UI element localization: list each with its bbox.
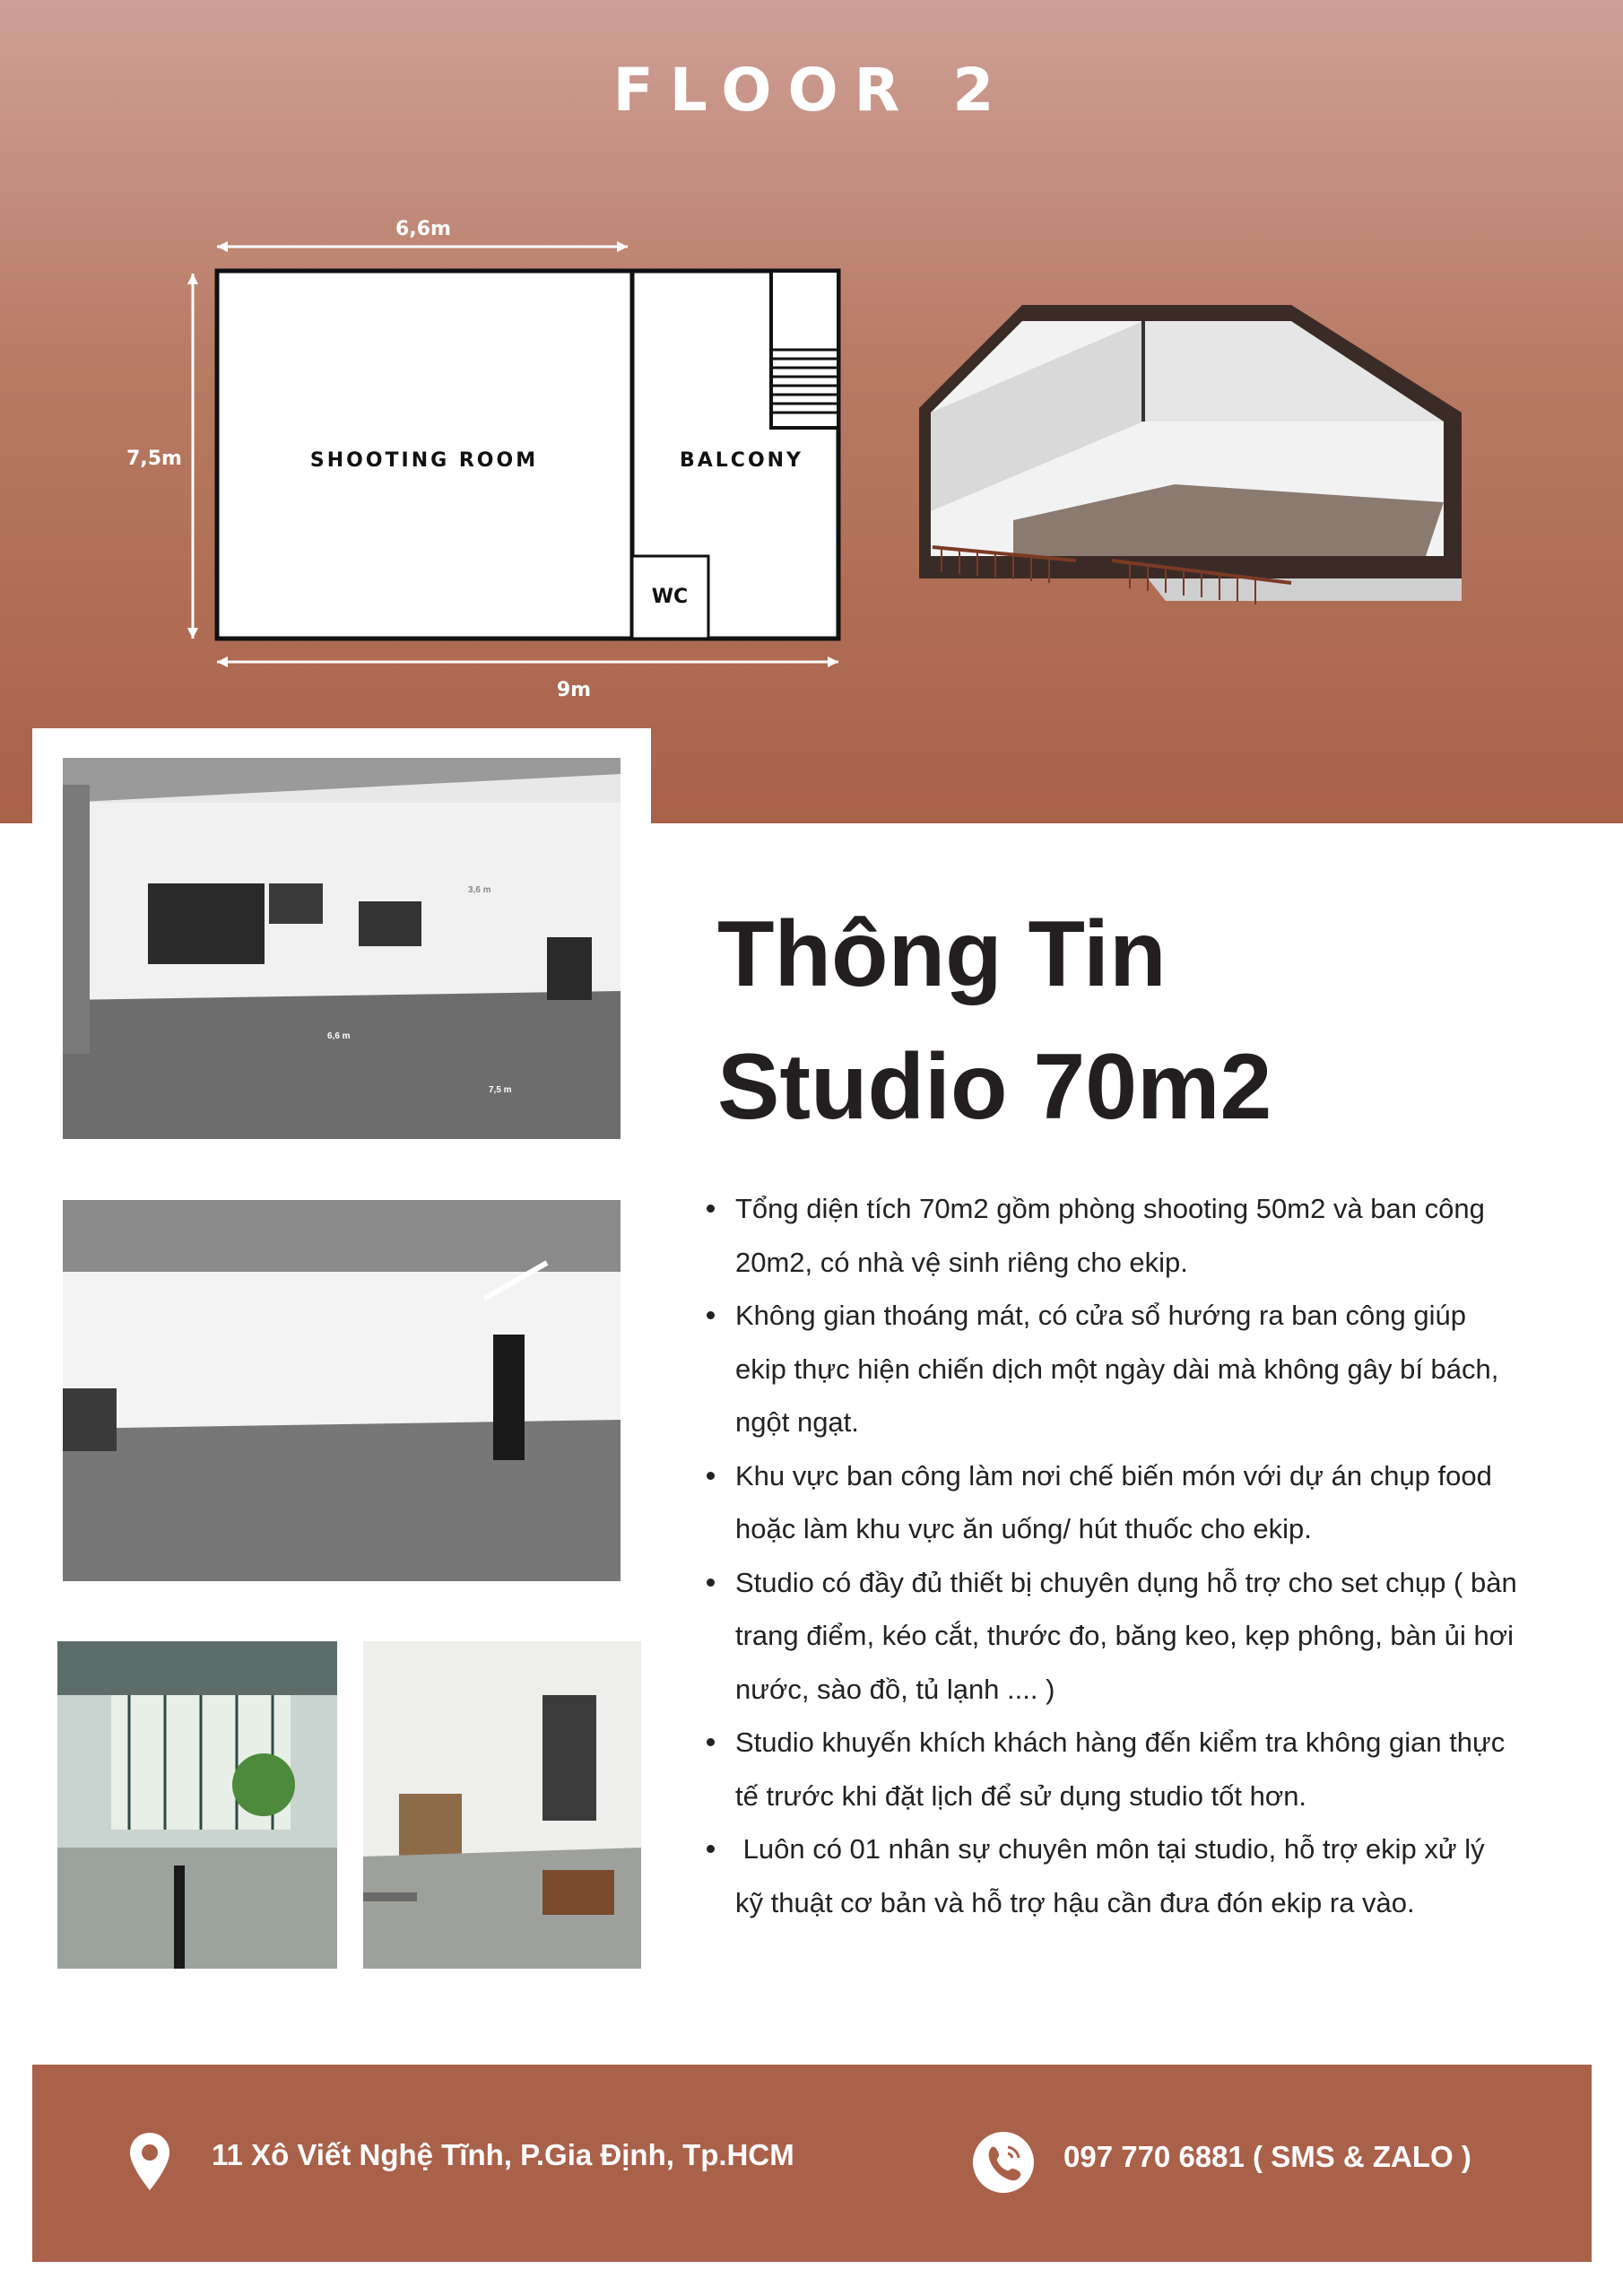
info-title-line1: Thông Tin xyxy=(717,902,1167,1006)
page-title: FLOOR 2 xyxy=(612,56,1011,125)
info-bullet-item: Khu vực ban công làm nơi chế biến món với dự án chụp food hoặc làm khu vực ăn uống/ hút thuốc cho ekip. xyxy=(699,1449,1560,1556)
info-bullet-list xyxy=(699,1182,1560,1929)
plan-dim-left: 7,5m xyxy=(126,448,182,470)
plan-room-wc: WC xyxy=(651,586,689,608)
floor-plan-rooms xyxy=(108,206,870,709)
studio-photo-main xyxy=(63,758,621,1139)
studio-3d-render xyxy=(906,287,1488,637)
photo-label-width: 6,6 m xyxy=(327,1031,351,1041)
studio-photo-room xyxy=(63,1200,621,1581)
footer-phone[interactable]: 097 770 6881 ( SMS & ZALO ) xyxy=(1063,2140,1471,2173)
info-bullet-item: Studio có đầy đủ thiết bị chuyên dụng hỗ trợ cho set chụp ( bàn trang điểm, kéo cắt, thước đo, băng keo, kẹp phông, bàn ủi hơi nước, sào đồ, tủ lạnh .... ) xyxy=(699,1556,1560,1717)
info-bullet-item: Không gian thoáng mát, có cửa sổ hướng ra ban công giúp ekip thực hiện chiến dịch một ngày dài mà không gây bí bách, ngột ngạt. xyxy=(699,1289,1560,1449)
info-title-line2: Studio 70m2 xyxy=(717,1035,1272,1139)
photo-label-height: 3,6 m xyxy=(468,885,491,895)
info-title xyxy=(717,888,1524,1153)
plan-dim-top: 6,6m xyxy=(395,218,451,240)
plan-room-shooting: SHOOTING ROOM xyxy=(309,449,539,472)
footer-bar xyxy=(32,2065,1592,2262)
info-bullet-item: Studio khuyến khích khách hàng đến kiểm tra không gian thực tế trước khi đặt lịch để sử dụng studio tốt hơn. xyxy=(699,1716,1560,1822)
phone-icon[interactable] xyxy=(972,2131,1035,2194)
footer-address: 11 Xô Viết Nghệ Tĩnh, P.Gia Định, Tp.HCM xyxy=(212,2138,794,2171)
info-bullet-item: Tổng diện tích 70m2 gồm phòng shooting 50m2 và ban công 20m2, có nhà vệ sinh riêng cho ekip. xyxy=(699,1182,1560,1289)
info-bullet-item: Luôn có 01 nhân sự chuyên môn tại studio, hỗ trợ ekip xử lý kỹ thuật cơ bản và hỗ trợ hậu cần đưa đón ekip ra vào. xyxy=(699,1822,1560,1929)
map-pin-icon xyxy=(127,2131,172,2192)
balcony-photo xyxy=(57,1641,337,1969)
wc-area-photo xyxy=(363,1641,641,1969)
photo-label-depth: 7,5 m xyxy=(489,1085,512,1095)
plan-dim-bottom: 9m xyxy=(556,679,592,701)
plan-room-balcony: BALCONY xyxy=(679,449,804,472)
